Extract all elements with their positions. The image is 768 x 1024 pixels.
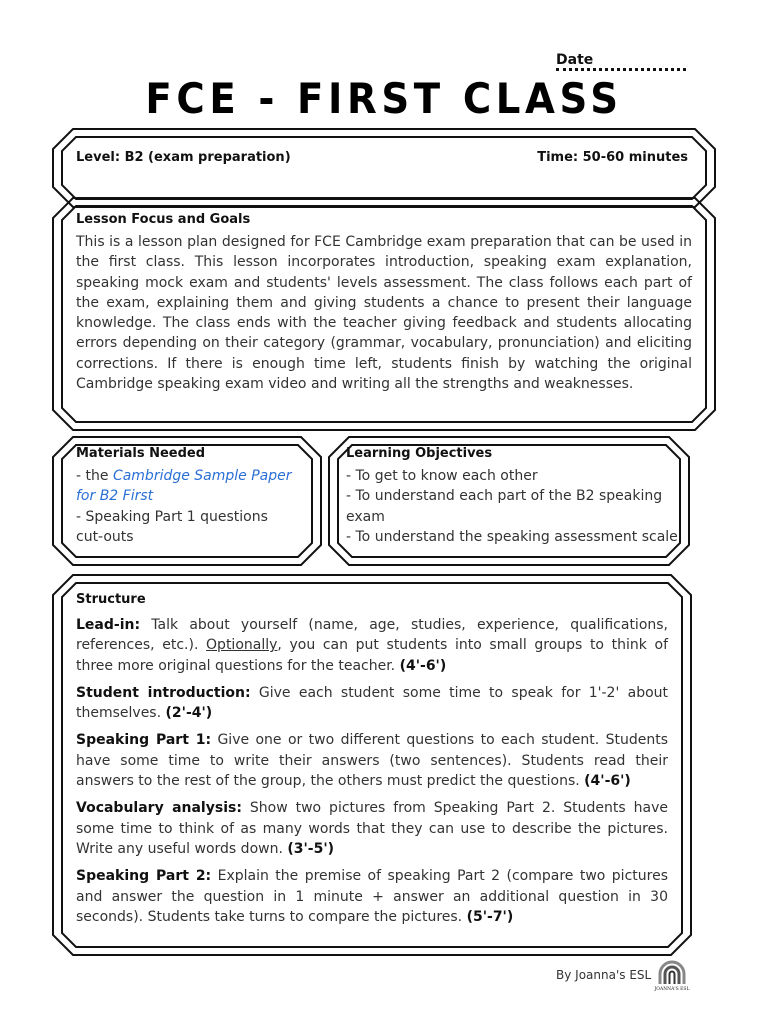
- time-text: Time: 50-60 minutes: [537, 150, 688, 165]
- level-text: Level: B2 (exam preparation): [76, 150, 291, 165]
- structure-section-speaking-2: Speaking Part 2: Explain the premise of speaking Part 2 (compare two pictures and answer the question in 1 minute + answer an additional question in 30 seconds). Students take turns to compare the pictures. (5'-7'): [76, 868, 668, 925]
- structure-section-vocabulary: Vocabulary analysis: Show two pictures from Speaking Part 2. Students have some time to think of as many words that they can use to describe the pictures. Write any useful words down. (3'-5'): [76, 800, 668, 857]
- rainbow-logo-icon: [652, 956, 692, 996]
- footer-credit: By Joanna's ESL: [556, 968, 652, 982]
- frame-border: [52, 128, 716, 208]
- materials-heading: Materials Needed: [76, 446, 206, 461]
- objective-item: - To understand the speaking assessment scale: [346, 528, 678, 545]
- cambridge-sample-paper-link[interactable]: Cambridge Sample Paper for B2 First: [76, 468, 292, 505]
- materials-prefix: - the: [76, 468, 113, 484]
- page-title: FCE - FIRST CLASS: [145, 74, 623, 123]
- objectives-box: [328, 436, 690, 566]
- structure-section-introduction: Student introduction: Give each student some time to speak for 1'-2' about themselves. (2'-4'): [76, 684, 669, 722]
- date-field-line[interactable]: [556, 68, 686, 71]
- lesson-focus-text: This is a lesson plan designed for FCE Cambridge exam preparation that can be used in the first class. This lesson incorporates introduction, speaking exam explanation, speaking mock exam and students' levels assessment. The class follows each part of the exam, explaining them and giving students a chance to present their language knowledge. The class ends with the teacher giving feedback and students allocating errors depending on their category (grammar, vocabulary, pronunciation) and eliciting corrections. If there is enough time left, students finish by watching the original Cambridge speaking exam video and writing all the strengths and weaknesses.: [76, 234, 692, 393]
- structure-box: [52, 574, 692, 956]
- objective-item: - To understand each part of the B2 speaking exam: [346, 488, 663, 525]
- lesson-focus-box: [52, 197, 716, 431]
- structure-section-speaking-1: Speaking Part 1: Give one or two different questions to each student. Students have some time to write their answers (two sentences). Students read their answers to the rest of the group, the others must predict the questions. (4'-6'): [76, 732, 668, 790]
- structure-section-lead-in: Lead-in: Talk about yourself (name, age, studies, experience, qualifications, references, etc.). Optionally, you can put students into small groups to think of three more original questions for the teacher. (4'-6'): [76, 617, 668, 674]
- objectives-heading: Learning Objectives: [346, 446, 493, 461]
- svg-text:JOANNA'S ESL: JOANNA'S ESL: [654, 987, 690, 992]
- structure-heading: Structure: [76, 592, 146, 607]
- materials-item: - Speaking Part 1 questions cut-outs: [76, 508, 268, 545]
- lesson-focus-heading: Lesson Focus and Goals: [76, 212, 251, 227]
- objective-item: - To get to know each other: [346, 468, 538, 484]
- materials-box: [52, 436, 322, 566]
- level-time-box: [52, 128, 716, 208]
- date-label: Date: [556, 52, 594, 68]
